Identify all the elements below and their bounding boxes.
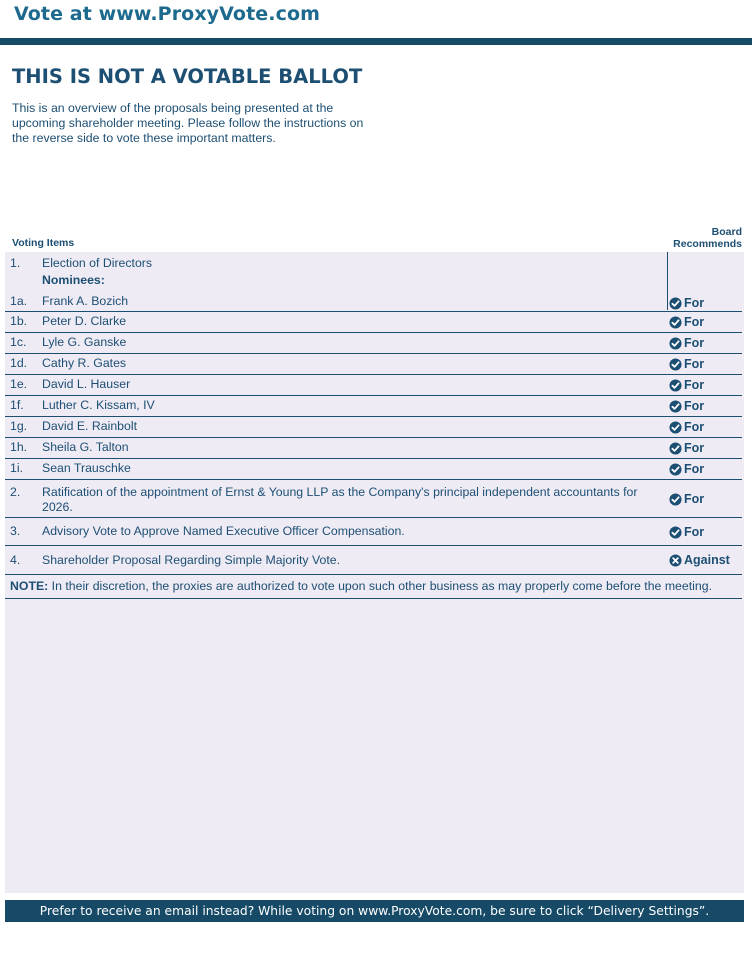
nominee-row-1g [5, 417, 742, 438]
item-number: 1i. [10, 461, 23, 475]
board-heading-line2: Recommends [673, 238, 742, 250]
board-recommendation [669, 315, 704, 329]
board-recommendation [669, 420, 704, 434]
recommendation-label: For [684, 399, 705, 413]
header-title: Vote at www.ProxyVote.com [14, 3, 320, 25]
item-number: 1c. [10, 335, 27, 349]
item-number: 1d. [10, 356, 28, 370]
recommendation-label: For [684, 525, 705, 539]
check-circle-icon [669, 493, 682, 506]
item-number: 1e. [10, 377, 28, 391]
header-bar [0, 38, 752, 45]
item-number: 3. [10, 524, 21, 538]
proposal-3 [5, 518, 742, 546]
nominee-row-1b [5, 312, 742, 333]
check-circle-icon [669, 316, 682, 329]
nominee-row-1a [5, 292, 742, 312]
recommendation-label: For [684, 462, 705, 476]
check-circle-icon [669, 463, 682, 476]
x-circle-icon [669, 554, 682, 567]
item-text: Sheila G. Talton [42, 440, 129, 454]
board-recommends-heading [673, 226, 742, 250]
board-recommendation [669, 441, 704, 455]
item-number: 1h. [10, 440, 28, 454]
board-heading-line1: Board [711, 226, 742, 238]
recommendation-label: For [684, 296, 705, 310]
footer-banner: Prefer to receive an email instead? While voting on www.ProxyVote.com, be sure to click “Delivery Settings”. [5, 900, 744, 922]
board-recommendation [669, 296, 704, 310]
item-number: 1f. [10, 398, 24, 412]
recommendation-label: For [684, 315, 705, 329]
board-recommendation [669, 336, 704, 350]
proposal-1 [5, 256, 742, 292]
recommendation-label: For [684, 441, 705, 455]
board-recommendation [669, 357, 704, 371]
item-text: Ratification of the appointment of Ernst & Young LLP as the Company's principal independent accountants for 2026. [42, 485, 638, 514]
voting-items-heading: Voting Items [12, 237, 75, 249]
item-number: 1a. [10, 294, 28, 308]
proposal-4 [5, 546, 742, 575]
check-circle-icon [669, 442, 682, 455]
item-text: Peter D. Clarke [42, 314, 127, 328]
note-label: NOTE: [10, 579, 49, 593]
nominees-label: Nominees: [42, 273, 105, 287]
item-number: 1b. [10, 314, 28, 328]
check-circle-icon [669, 400, 682, 413]
check-circle-icon [669, 358, 682, 371]
item-number: 1. [10, 256, 21, 270]
nominee-row-1h [5, 438, 742, 459]
item-text: Lyle G. Ganske [42, 335, 127, 349]
check-circle-icon [669, 297, 682, 310]
check-circle-icon [669, 379, 682, 392]
item-text: Cathy R. Gates [42, 356, 127, 370]
check-circle-icon [669, 421, 682, 434]
item-number: 2. [10, 485, 21, 499]
item-text: Sean Trauschke [42, 461, 131, 475]
nominee-row-1d [5, 354, 742, 375]
nominee-row-1c [5, 333, 742, 354]
item-text: David E. Rainbolt [42, 419, 138, 433]
board-recommendation [669, 525, 704, 539]
item-text: Luther C. Kissam, IV [42, 398, 155, 412]
item-number: 4. [10, 553, 21, 567]
board-recommendation [669, 462, 704, 476]
recommendation-label: For [684, 357, 705, 371]
check-circle-icon [669, 526, 682, 539]
nominee-row-1e [5, 375, 742, 396]
item-text: Frank A. Bozich [42, 294, 129, 308]
intro-text: This is an overview of the proposals being presented at the upcoming shareholder meeting. Please follow the instructions on the reverse side to vote these important matters. [12, 101, 364, 145]
board-recommendation [669, 492, 704, 506]
board-recommendation [669, 378, 704, 392]
board-recommendation [669, 399, 704, 413]
recommendation-label: For [684, 336, 705, 350]
board-recommendation [669, 553, 730, 567]
item-number: 1g. [10, 419, 28, 433]
item-text: Shareholder Proposal Regarding Simple Majority Vote. [42, 553, 341, 567]
nominee-row-1i [5, 459, 742, 480]
check-circle-icon [669, 337, 682, 350]
note [5, 578, 742, 599]
note-text: In their discretion, the proxies are authorized to vote upon such other business as may properly come before the meeting. [48, 579, 712, 593]
ballot-title: THIS IS NOT A VOTABLE BALLOT [12, 65, 363, 88]
nominee-row-1f [5, 396, 742, 417]
recommendation-label: For [684, 378, 705, 392]
recommendation-label: For [684, 420, 705, 434]
item-text: Advisory Vote to Approve Named Executive Officer Compensation. [42, 524, 405, 538]
recommendation-label: Against [684, 553, 730, 567]
item-text: Election of Directors [42, 256, 153, 270]
proposal-2 [5, 480, 742, 518]
item-text: David L. Hauser [42, 377, 131, 391]
recommendation-label: For [684, 492, 705, 506]
